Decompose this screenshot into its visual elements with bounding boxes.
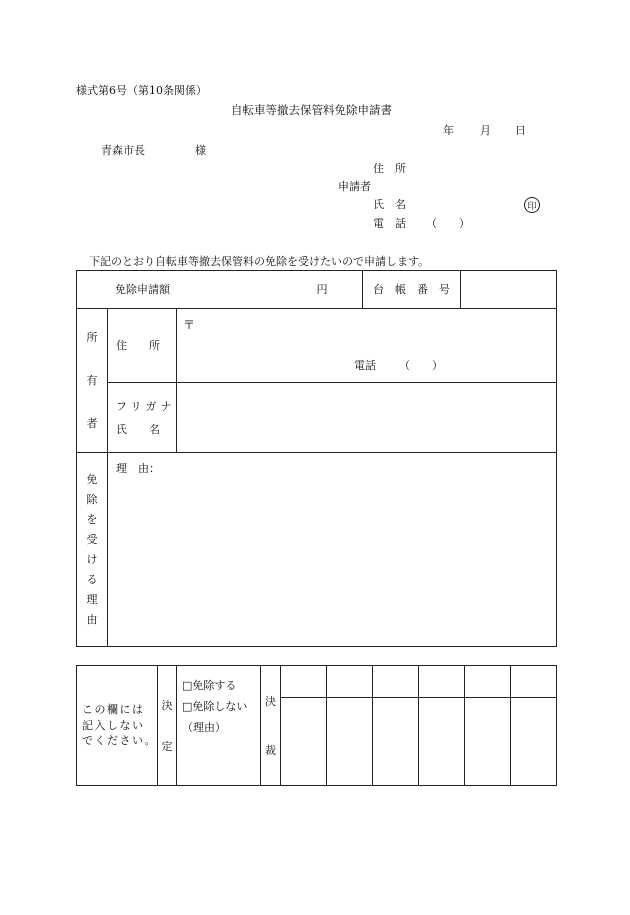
approval-char: 決 xyxy=(265,694,276,708)
postal-mark: 〒 xyxy=(183,318,196,332)
office-note-line: 記入しない xyxy=(82,718,145,732)
approval-header-cell xyxy=(281,666,327,698)
approval-label-cell xyxy=(261,666,281,786)
date-year-label: 年 xyxy=(443,124,454,137)
form-title: 自転車等撤去保管料免除申請書 xyxy=(231,103,392,117)
approval-header-cell xyxy=(511,666,557,698)
decision-char: 決 xyxy=(161,698,173,712)
date-day-label: 日 xyxy=(515,124,526,137)
office-note-cell xyxy=(77,666,158,786)
amount-label: 免除申請額 xyxy=(115,283,170,296)
option-not-exempt[interactable]: □免除しない xyxy=(182,699,248,713)
owner-phone-label: 電話 xyxy=(354,359,376,372)
approval-stamp-cell xyxy=(511,698,557,786)
owner-name-row xyxy=(77,383,557,453)
decision-char: 定 xyxy=(161,739,173,753)
intro-text: 下記のとおり自転車等撤去保管料の免除を受けたいので申請します。 xyxy=(89,255,430,268)
owner-label-cell xyxy=(77,309,108,453)
owner-name-label: 氏 名 xyxy=(116,422,160,436)
owner-address-row xyxy=(77,309,557,383)
owner-name-cell[interactable] xyxy=(177,383,557,453)
approval-stamp-cell xyxy=(419,698,465,786)
approval-stamp-cell xyxy=(465,698,511,786)
applicant-phone-parens: （ ） xyxy=(426,217,470,230)
office-use-table xyxy=(76,665,557,786)
application-table xyxy=(76,270,557,647)
amount-row xyxy=(77,271,557,309)
furigana-label: フリガナ xyxy=(116,399,176,413)
owner-char: 者 xyxy=(86,417,98,430)
reason-vertical-label-cell xyxy=(77,453,108,647)
approval-header-cell xyxy=(327,666,373,698)
decision-options-cell xyxy=(177,666,261,786)
applicant-address-label: 住 所 xyxy=(373,162,406,175)
applicant-name-label: 氏 名 xyxy=(373,198,406,211)
reason-char: 受 xyxy=(86,533,98,546)
reason-char: け xyxy=(86,553,98,566)
reason-cell[interactable] xyxy=(108,453,557,647)
reason-char: る xyxy=(86,573,98,586)
option-reason: （理由） xyxy=(182,720,226,734)
reason-char: 免 xyxy=(86,473,98,486)
reason-char: 理 xyxy=(86,593,98,606)
applicant-phone-label: 電 話 xyxy=(373,217,406,230)
owner-address-cell[interactable] xyxy=(177,309,557,383)
seal-mark xyxy=(524,197,540,213)
option-exempt[interactable]: □免除する xyxy=(182,679,237,692)
approval-header-cell xyxy=(373,666,419,698)
approval-char: 裁 xyxy=(265,743,276,757)
applicant-label: 申請者 xyxy=(338,180,371,193)
approval-stamp-cell xyxy=(373,698,419,786)
decision-label-cell xyxy=(158,666,177,786)
addressee: 青森市長 xyxy=(101,144,145,157)
approval-header-cell xyxy=(465,666,511,698)
owner-char: 有 xyxy=(86,374,98,387)
reason-char: 由 xyxy=(86,613,98,626)
amount-cell[interactable] xyxy=(77,271,363,309)
owner-address-label-cell xyxy=(108,309,177,383)
office-header-row xyxy=(77,666,557,698)
reason-label: 理 由： xyxy=(116,462,160,475)
owner-char: 所 xyxy=(86,331,98,344)
owner-phone-parens: （ ） xyxy=(399,359,443,372)
owner-address-label: 住 所 xyxy=(116,339,160,352)
seal-label: 印 xyxy=(527,201,537,212)
reason-row xyxy=(77,453,557,647)
reason-char: を xyxy=(86,513,98,526)
form-number: 様式第6号（第10条関係） xyxy=(76,84,207,97)
approval-header-cell xyxy=(419,666,465,698)
ledger-number-cell[interactable] xyxy=(461,271,557,309)
reason-char: 除 xyxy=(86,493,98,506)
approval-stamp-cell xyxy=(281,698,327,786)
ledger-label: 台 帳 番 号 xyxy=(373,283,451,296)
yen-label: 円 xyxy=(316,283,328,296)
date-month-label: 月 xyxy=(480,124,491,137)
approval-stamp-cell xyxy=(327,698,373,786)
owner-name-label-cell xyxy=(108,383,177,453)
office-note-line: でください。 xyxy=(82,734,157,748)
ledger-label-cell xyxy=(363,271,461,309)
addressee-honorific: 様 xyxy=(195,144,206,157)
office-note-line: この欄には xyxy=(82,702,145,716)
